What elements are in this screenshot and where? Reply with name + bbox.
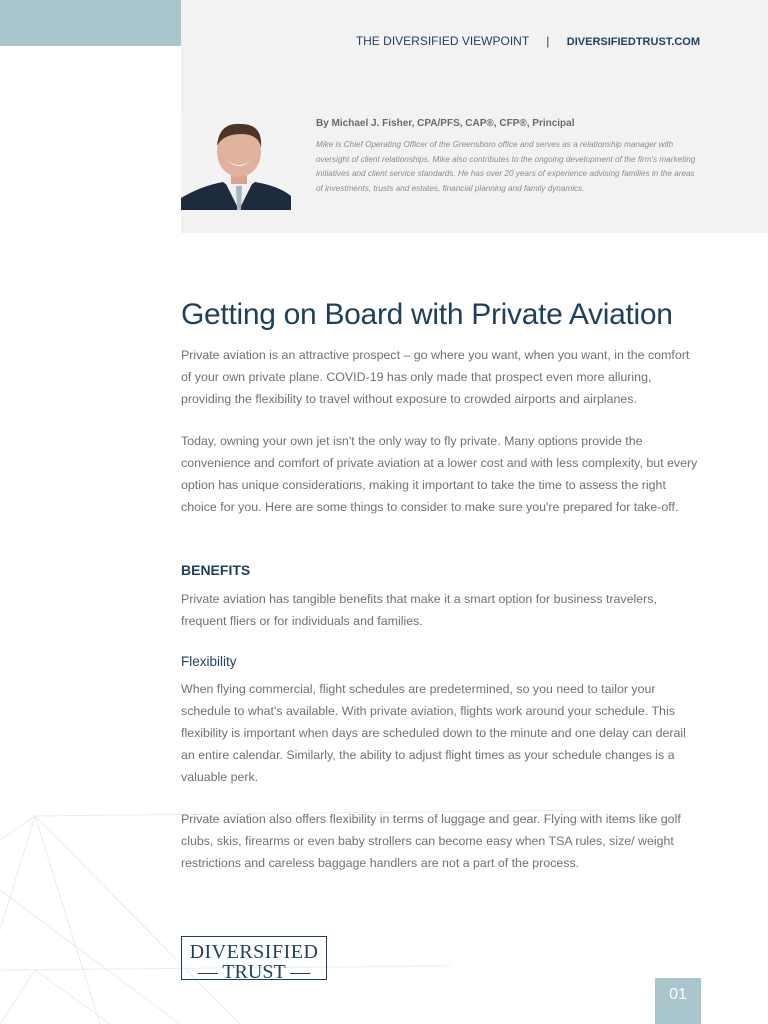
article-body <box>181 296 701 894</box>
flexibility-paragraph-2: Private aviation also offers flexibility in terms of luggage and gear. Flying with items like golf clubs, skis, firearms or even baby strollers can become easy when TSA rules, size/ weight restrictions and careless baggage handlers are not a part of the process. <box>181 812 681 870</box>
logo-line-1: DIVERSIFIED <box>189 941 319 963</box>
diversified-trust-logo <box>181 936 327 983</box>
header-links <box>356 34 700 48</box>
article-title: Getting on Board with Private Aviation <box>181 298 673 331</box>
benefits-heading: BENEFITS <box>181 562 251 578</box>
flexibility-heading: Flexibility <box>181 654 237 669</box>
flexibility-paragraph-1: When flying commercial, flight schedules are predetermined, so you need to tailor your schedule to what's available. With private aviation, flights work around your schedule. This flexibility is important when days are scheduled down to the minute and one delay can derail an entire calendar. Similarly, the ability to adjust flight times as your schedule changes is a valuable perk. <box>181 682 686 784</box>
author-byline: By Michael J. Fisher, CPA/PFS, CAP®, CFP®, Principal <box>316 118 575 129</box>
page-number: 01 <box>655 978 701 1024</box>
publication-name: THE DIVERSIFIED VIEWPOINT <box>355 34 529 48</box>
website-link[interactable]: DIVERSIFIEDTRUST.COM <box>566 36 700 48</box>
intro-paragraph-1: Private aviation is an attractive prospect – go where you want, when you want, in the comfort of your own private plane. COVID-19 has only made that prospect even more alluring, providing the flexibility to travel without exposure to crowded airports and airplanes. <box>181 348 690 406</box>
author-photo <box>181 116 299 210</box>
intro-paragraph-2: Today, owning your own jet isn't the only way to fly private. Many options provide the convenience and comfort of private aviation at a lower cost and with less complexity, but every option has unique considerations, making it important to take the time to assess the right choice for you. Here are some things to consider to make sure you're prepared for take-off. <box>181 434 698 514</box>
header-separator: | <box>546 34 550 48</box>
logo-line-2: — TRUST — <box>197 961 311 983</box>
benefits-paragraph: Private aviation has tangible benefits that make it a smart option for business travelers, frequent fliers or for individuals and families. <box>181 592 657 628</box>
author-bio: Mike is Chief Operating Officer of the Greensboro office and serves as a relationship manager with oversight of client relationships. Mike also contributes to the ongoing development of the firm's marketing initiatives and client service standards. He has over 20 years of experience advising families in the areas of investments, trusts and estates, financial planning and family dynamics. <box>316 140 696 193</box>
